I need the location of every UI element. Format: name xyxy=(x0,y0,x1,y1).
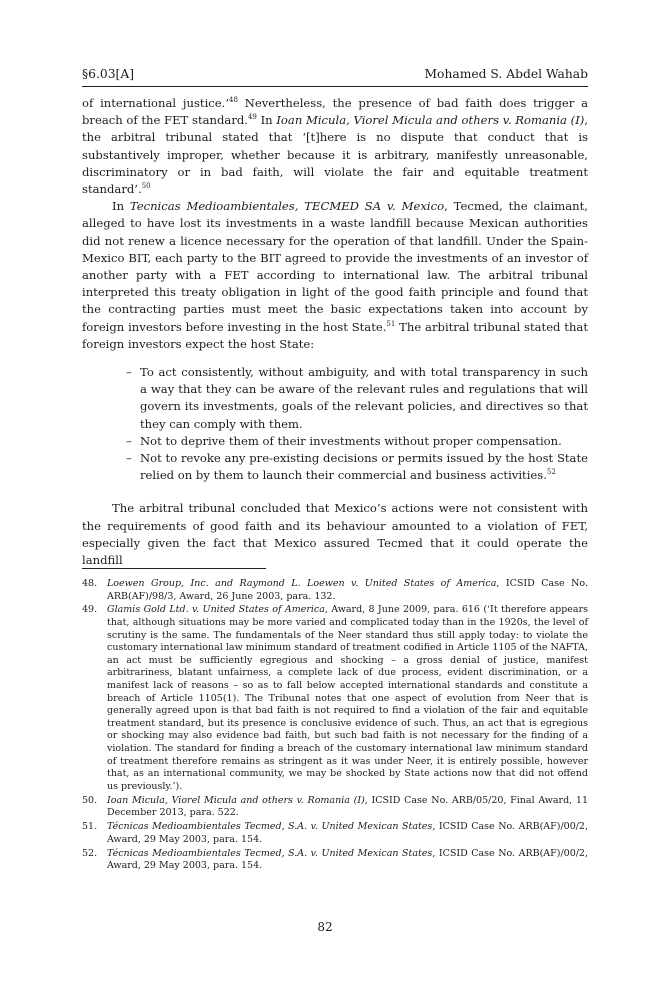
page-number: 82 xyxy=(317,920,333,934)
footnote: 51. Técnicas Medioambientales Tecmed, S.A. v. United Mexican States, ICSID Case No. ARB(AF)/00/2, Award, 29 May 2003, para. 154. xyxy=(82,821,588,845)
section-number: §6.03[A] xyxy=(82,67,135,81)
case-name: Loewen Group, Inc. and Raymond L. Loewen v. United States of America xyxy=(107,578,497,589)
case-name: Tecnicas Medioambientales, TECMED SA v. Mexico xyxy=(129,199,445,214)
header-rule xyxy=(82,86,588,87)
expectations-list xyxy=(82,364,588,484)
footnote-ref[interactable]: 49 xyxy=(247,113,257,122)
footnote-ref[interactable]: 52 xyxy=(546,468,556,477)
footnote: 52. Técnicas Medioambientales Tecmed, S.A. v. United Mexican States, ICSID Case No. ARB(AF)/00/2, Award, 29 May 2003, para. 154. xyxy=(82,847,588,872)
footnotes xyxy=(82,578,588,874)
footnote: 48. Loewen Group, Inc. and Raymond L. Loewen v. United States of America, ICSID Case No. ARB(AF)/98/3, Award, 26 June 2003, para. 132. xyxy=(82,578,588,602)
footnote-ref[interactable]: 48 xyxy=(229,96,238,105)
running-header xyxy=(82,66,588,82)
paragraph: of international justice.’$^{48}$ Nevertheless, the presence of bad faith does trigger a breach of the FET standard.$^{49}$ In Ioan Micula, Viorel Micula and others v. Romania (I), the arbitral tribunal stated that ‘[t]here is no dispute that conduct that is substantively improper, whether because it is arbitrary, manifestly unreasonable, discriminatory or in bad faith, will violate the fair and equitable treatment standard’.$^{50}$ xyxy=(82,96,589,197)
author-name: Mohamed S. Abdel Wahab xyxy=(424,67,588,81)
footnote: 49. Glamis Gold Ltd. v. United States of America, Award, 8 June 2009, para. 616 (‘It therefore appears that, although situations may be more varied and complicated today than in the 1920s, the level of scrutiny is the same. The fundamentals of the Neer standard thus still apply today: to violate the customary international law minimum standard of treatment codified in Article 1105 of the NAFTA, an act must be sufficiently egregious and shocking – a gross denial of justice, manifest arbitrariness, blatant unfairness, a complete lack of due process, evident discrimination, or a manifest lack of reasons – so as to fall below accepted international standards and constitute a breach of Article 1105(1). The Tribunal notes that one aspect of evolution from Neer that is generally agreed upon is that bad faith is not required to find a violation of the fair and equitable treatment standard, but its presence is conclusive evidence of such. Thus, an act that is egregious or shocking may also evidence bad faith, but such bad faith is not necessary for the finding of a violation. The standard for finding a breach of the customary international law minimum standard of treatment therefore remains as stringent as it was under Neer, it is entirely possible, however that, as an international community, we may be shocked by State actions now that did not offend us previously.’). xyxy=(82,604,588,792)
footnote-rule xyxy=(82,568,266,569)
case-name: Ioan Micula, Viorel Micula and others v. Romania (I) xyxy=(107,794,365,806)
footnote-ref[interactable]: 51 xyxy=(386,319,396,328)
list-item: – Not to revoke any pre-existing decisions or permits issued by the host State relied on by them to launch their commercial and business activities.$^{52}$ xyxy=(126,451,588,483)
main-text xyxy=(82,95,588,569)
list-item: – To act consistently, without ambiguity, and with total transparency in such a way that they can be aware of the relevant rules and regulations that will govern its investments, goals of the relevant policies, and directives so that they can comply with them. xyxy=(126,365,588,431)
paragraph: The arbitral tribunal concluded that Mexico’s actions were not consistent with the requirements of good faith and its behaviour amounted to a violation of FET, especially given the fact that Mexico assured Tecmed that it could operate the landfill xyxy=(82,501,588,568)
paragraph: In Tecnicas Medioambientales, TECMED SA v. Mexico, Tecmed, the claimant, alleged to have lost its investments in a waste landfill because Mexican authorities did not renew a licence necessary for the operation of that landfill. Under the Spain-Mexico BIT, each party to the BIT agreed to provide the investments of an investor of another party with a FET according to international law. The arbitral tribunal interpreted this treaty obligation in light of the good faith principle and found that the contracting parties must meet the basic expectations taken into account by foreign investors before investing in the host State.$^{51}$ The arbitral tribunal stated that foreign investors expect the host State: xyxy=(82,199,588,351)
list-item: – Not to deprive them of their investments without proper compensation. xyxy=(126,433,562,448)
case-name: Glamis Gold Ltd. v. United States of America xyxy=(107,604,325,616)
case-name: Técnicas Medioambientales Tecmed, S.A. v. United Mexican States xyxy=(107,847,433,859)
footnote-ref[interactable]: 50 xyxy=(141,182,151,191)
case-name: Técnicas Medioambientales Tecmed, S.A. v. United Mexican States xyxy=(107,821,433,833)
case-name: Ioan Micula, Viorel Micula and others v. Romania (I) xyxy=(276,113,585,128)
footnote: 50. Ioan Micula, Viorel Micula and others v. Romania (I), ICSID Case No. ARB/05/20, Final Award, 11 December 2013, para. 522. xyxy=(82,794,588,819)
